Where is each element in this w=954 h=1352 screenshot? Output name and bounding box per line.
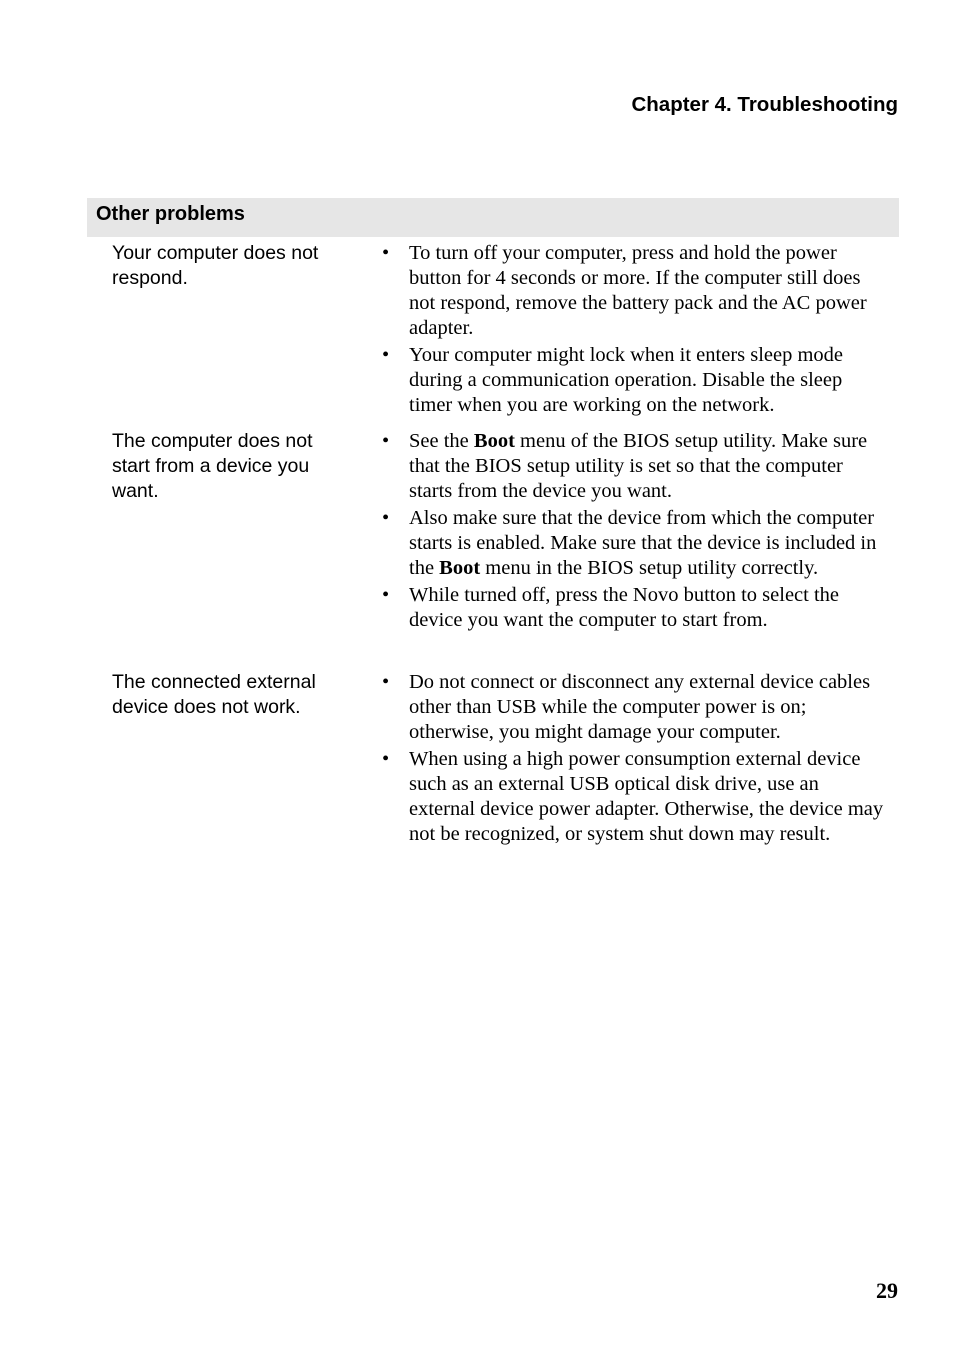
solution-text: menu in the BIOS setup utility correctly. xyxy=(480,557,819,579)
solution-list xyxy=(380,241,890,420)
solution-list xyxy=(380,429,890,635)
bullet-icon: • xyxy=(382,748,390,770)
solution-item xyxy=(380,506,890,581)
menu-name-boot: Boot xyxy=(439,557,481,579)
solution-item xyxy=(380,429,890,504)
chapter-header: Chapter 4. Troubleshooting xyxy=(631,93,898,116)
solution-text: While turned off, press the Novo button to select the device you want the computer to start from. xyxy=(409,584,840,631)
bullet-icon: • xyxy=(382,242,390,264)
solution-text: Your computer might lock when it enters sleep mode during a communication operation. Disable the sleep timer when you are working on the network. xyxy=(409,344,844,416)
solution-text: menu of the BIOS setup utility. Make sure that the BIOS setup utility is set so that the computer starts from the device you want. xyxy=(409,430,868,502)
bullet-icon: • xyxy=(382,584,390,606)
solution-text: See the xyxy=(409,430,474,452)
solution-text: To turn off your computer, press and hold the power button for 4 seconds or more. If the computer still does not respond, remove the battery pack and the AC power adapter. xyxy=(409,242,867,339)
solution-text: Also make sure that the device from which the computer starts is enabled. Make sure that the device is included in the xyxy=(409,507,877,579)
section-title: Other problems xyxy=(96,203,245,225)
solution-list xyxy=(380,670,890,849)
solution-text: Do not connect or disconnect any external device cables other than USB while the computer power is on; otherwise, you might damage your computer. xyxy=(409,671,871,743)
bullet-icon: • xyxy=(382,344,390,366)
page-number: 29 xyxy=(876,1278,898,1303)
section-header-bar xyxy=(87,198,899,237)
solution-item xyxy=(380,670,890,745)
problem-label: The connected external device does not work. xyxy=(112,671,316,718)
problem-label: Your computer does not respond. xyxy=(112,242,319,289)
solution-item xyxy=(380,343,890,418)
solution-text: When using a high power consumption external device such as an external USB optical disk drive, use an external device power adapter. Otherwise, the device may not be recognized, or system shut down may result. xyxy=(409,748,884,845)
menu-name-boot: Boot xyxy=(473,430,515,452)
problem-label: The computer does not start from a device you want. xyxy=(112,430,313,502)
solution-item xyxy=(380,583,890,633)
solution-item xyxy=(380,747,890,847)
bullet-icon: • xyxy=(382,430,390,452)
solution-item xyxy=(380,241,890,341)
bullet-icon: • xyxy=(382,507,390,529)
bullet-icon: • xyxy=(382,671,390,693)
